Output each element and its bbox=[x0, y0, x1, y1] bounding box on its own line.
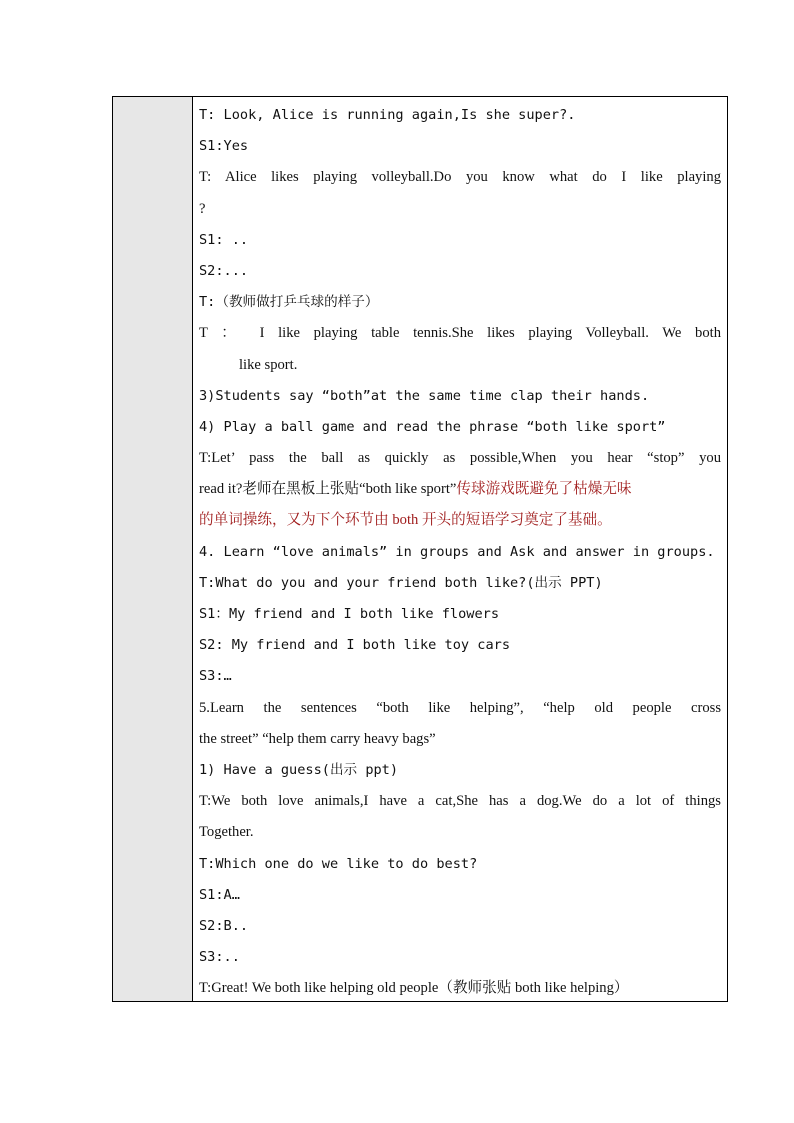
dialogue-line-12: T:Let’ pass the ball as quickly as possible,When you hear “stop” you bbox=[199, 450, 721, 467]
step-1-instruction: 1) Have a guess(出示 ppt) bbox=[199, 761, 399, 778]
dialogue-line-25: T:Which one do we like to do best? bbox=[199, 855, 478, 872]
dialogue-line-7: T:（教师做打乒乓球的样子） bbox=[199, 294, 379, 311]
dialogue-line-17: S1：My friend and I both like flowers bbox=[199, 606, 500, 622]
dialogue-line-27: S2:B.. bbox=[199, 917, 249, 934]
dialogue-line-2: S1:Yes bbox=[199, 138, 249, 155]
section-5-heading-cont: the street” “help them carry heavy bags” bbox=[199, 730, 436, 747]
dialogue-line-19: S3:… bbox=[199, 668, 232, 685]
section-5-heading: 5.Learn the sentences “both like helping”, “help old people cross bbox=[199, 699, 721, 716]
dialogue-line-18: S2: My friend and I both like toy cars bbox=[199, 637, 510, 654]
section-4-heading: 4. Learn “love animals” in groups and Ask and answer in groups. bbox=[199, 543, 715, 560]
dialogue-line-28: S3:.. bbox=[199, 949, 240, 966]
dialogue-line-23: T:We both love animals,I have a cat,She has a dog.We do a lot of things bbox=[199, 793, 721, 810]
dialogue-line-13 bbox=[199, 474, 721, 505]
dialogue-line-9: like sport. bbox=[239, 356, 298, 373]
lesson-table bbox=[112, 96, 728, 1002]
table-left-column bbox=[113, 97, 193, 1001]
dialogue-line-8: T ： I like playing table tennis.She likes playing Volleyball. We both bbox=[199, 325, 721, 342]
dialogue-line-24: Together. bbox=[199, 824, 254, 841]
dialogue-line-16: T:What do you and your friend both like?(出示 PPT) bbox=[199, 574, 603, 591]
dialogue-line-26: S1:A… bbox=[199, 886, 240, 903]
dialogue-line-29: T:Great! We both like helping old people（教师张贴 both like helping） bbox=[199, 980, 629, 997]
teaching-comment-end: 的单词操练，又为下个环节由 both 开头的短语学习奠定了基础。 bbox=[199, 512, 612, 529]
dialogue-line-1: T: Look, Alice is running again,Is she super?. bbox=[199, 107, 576, 123]
step-3-instruction: 3)Students say “both”at the same time clap their hands. bbox=[199, 387, 650, 404]
board-note-text: read it?老师在黑板上张贴“both like sport” bbox=[199, 481, 457, 498]
dialogue-line-5: S1: .. bbox=[199, 231, 249, 248]
dialogue-line-6: S2:... bbox=[199, 262, 249, 279]
table-content-cell bbox=[193, 97, 727, 1001]
dialogue-line-4: ? bbox=[199, 200, 206, 217]
teaching-comment-start: 传球游戏既避免了枯燥无味 bbox=[456, 481, 632, 498]
dialogue-line-3: T: Alice likes playing volleyball.Do you know what do I like playing bbox=[199, 169, 721, 186]
step-4-instruction: 4) Play a ball game and read the phrase “both like sport” bbox=[199, 418, 666, 435]
